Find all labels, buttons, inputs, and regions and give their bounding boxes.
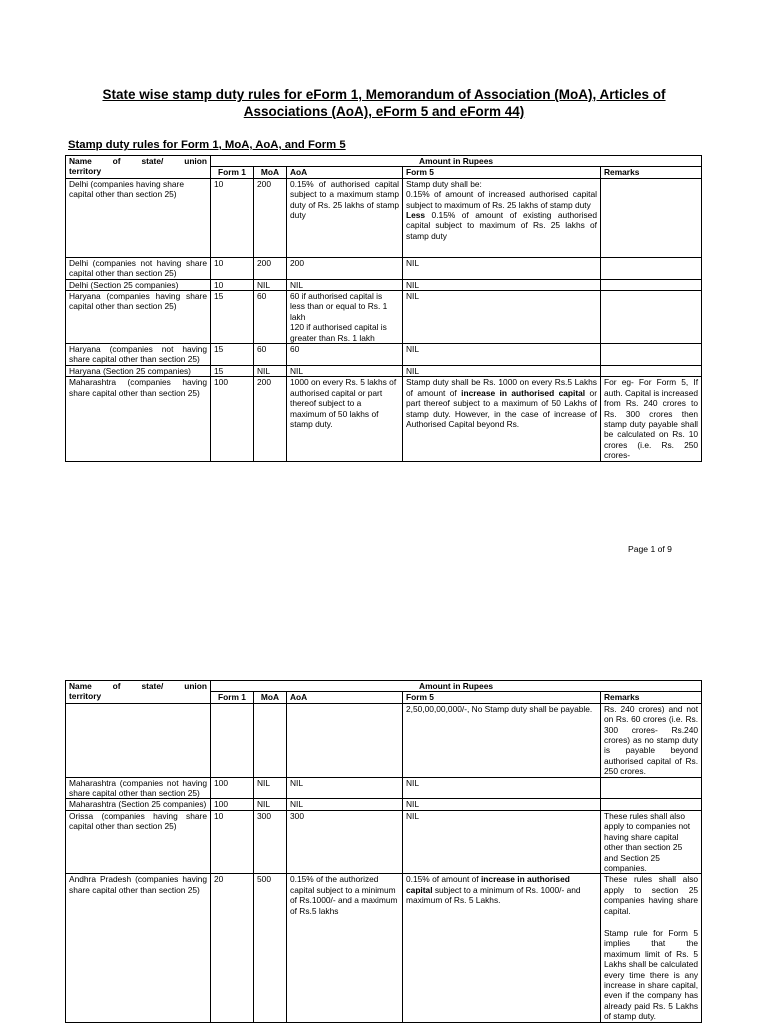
cell-moa: 60 [254,291,287,344]
cell-form5 [403,377,601,461]
cell-form5: NIL [403,777,601,799]
cell-form5: NIL [403,344,601,366]
header-remarks: Remarks [601,167,702,178]
cell-aoa: NIL [287,279,403,290]
cell-state: Delhi (companies not having share capital other than section 25) [66,257,211,279]
header-form1: Form 1 [211,692,254,703]
cell-moa: 200 [254,178,287,257]
cell-state: Haryana (companies having share capital other than section 25) [66,291,211,344]
cell-remarks [601,365,702,376]
table-row [66,279,702,290]
header-amount: Amount in Rupees [211,681,702,692]
cell-form1: 15 [211,344,254,366]
form5-text-end: or part thereof subject to a maximum of 50 Lakhs of stamp duty. However, in the case of increase of Authorised Capital beyond Rs. [406,387,597,429]
form5-less-rest: 0.15% of amount of existing authorised capital subject to maximum of Rs. 25 lakhs of stamp duty [406,210,597,241]
cell-form1 [211,703,254,777]
header-state [66,156,211,179]
cell-form1: 20 [211,874,254,1022]
cell-form5 [403,178,601,257]
cell-form5: NIL [403,810,601,873]
cell-moa: 300 [254,810,287,873]
cell-form1: 100 [211,777,254,799]
table-row [66,703,702,777]
title-line-1: State wise stamp duty rules for eForm 1, Memorandum of Association (MoA), Articles of [102,87,666,102]
form5-text-start: 0.15% of amount of [406,874,481,885]
cell-moa: 60 [254,344,287,366]
cell-remarks [601,799,702,810]
stamp-duty-table-page-1 [65,155,702,462]
cell-state: Haryana (Section 25 companies) [66,365,211,376]
cell-form5: 2,50,00,00,000/-, No Stamp duty shall be payable. [403,703,601,777]
cell-aoa [287,291,403,344]
cell-state: Orissa (companies having share capital other than section 25) [66,810,211,873]
cell-moa: NIL [254,777,287,799]
cell-moa: 200 [254,377,287,461]
table-row [66,291,702,344]
header-form1: Form 1 [211,167,254,178]
cell-moa [254,703,287,777]
cell-form5: NIL [403,799,601,810]
cell-moa: 200 [254,257,287,279]
cell-form1: 10 [211,810,254,873]
cell-state: Haryana (companies not having share capital other than section 25) [66,344,211,366]
cell-aoa: 0.15% of the authorized capital subject to a minimum of Rs.1000/- and a maximum of Rs.5 lakhs [287,874,403,1022]
table-row [66,810,702,873]
cell-form1: 10 [211,178,254,257]
table-row [66,365,702,376]
header-amount: Amount in Rupees [211,156,702,167]
table-row [66,777,702,799]
table-row [66,377,702,461]
cell-form1: 15 [211,291,254,344]
header-state-line-2: territory [69,691,102,702]
page-title [80,86,688,120]
cell-remarks [601,291,702,344]
remarks-spacer [604,916,698,928]
cell-state: Delhi (Section 25 companies) [66,279,211,290]
cell-moa: NIL [254,279,287,290]
cell-moa: NIL [254,365,287,376]
form5-bold-text: increase in authorised capital [461,387,586,398]
remarks-section25-note: These rules shall also apply to section 25 companies having share capital. [604,874,699,916]
table-row [66,799,702,810]
cell-aoa [287,703,403,777]
section-heading: Stamp duty rules for Form 1, MoA, AoA, and Form 5 [68,139,346,151]
header-aoa: AoA [287,692,403,703]
cell-form1: 100 [211,377,254,461]
cell-remarks: These rules shall also apply to companies not having share capital other than section 25 and Section 25 companies. [601,810,702,873]
cell-aoa: 300 [287,810,403,873]
header-form5: Form 5 [403,692,601,703]
form5-less-text [406,210,597,241]
form5-less-label: Less [406,210,426,221]
cell-remarks [601,344,702,366]
header-state-line-1: Name of state/ union [69,156,207,166]
cell-state [66,703,211,777]
cell-aoa: 0.15% of authorised capital subject to a maximum stamp duty of Rs. 25 lakhs of stamp duty [287,178,403,257]
cell-moa: NIL [254,799,287,810]
table-header-row [66,681,702,692]
aoa-rule-low: 60 if authorised capital is less than or equal to Rs. 1 lakh [290,291,388,322]
header-remarks: Remarks [601,692,702,703]
cell-remarks [601,777,702,799]
cell-aoa: NIL [287,777,403,799]
form5-text-end: subject to a minimum of Rs. 1000/- and maximum of Rs. 5 Lakhs. [406,884,581,906]
cell-form1: 15 [211,365,254,376]
table-row [66,257,702,279]
cell-aoa: NIL [287,799,403,810]
stamp-duty-table-page-2 [65,680,702,1023]
cell-remarks: Rs. 240 crores) and not on Rs. 60 crores (i.e. Rs. 300 crores- Rs.240 crores) as no stamp duty is payable beyond authorised capital of Rs. 250 crores. [601,703,702,777]
cell-aoa: 200 [287,257,403,279]
form5-bold-text: increase in authorised capital [406,874,570,895]
cell-form5 [403,874,601,1022]
title-line-2: Associations (AoA), eForm 5 and eForm 44) [243,104,525,119]
aoa-rule-high: 120 if authorised capital is greater than Rs. 1 lakh [290,322,387,343]
header-state-line-2: territory [69,166,102,177]
page-footer: Page 1 of 9 [628,544,672,554]
cell-form1: 100 [211,799,254,810]
remarks-form5-note: Stamp rule for Form 5 implies that the maximum limit of Rs. 5 Lakhs shall be calculated every time there is any increase in share capital, even if the company has already paid Rs. 5 Lakhs of stamp duty. [604,927,699,1022]
cell-aoa: 60 [287,344,403,366]
header-moa: MoA [254,692,287,703]
form5-text-start: Stamp duty shall be Rs. 1000 on every Rs.5 Lakhs of amount of [406,377,597,398]
cell-state: Maharashtra (Section 25 companies) [66,799,211,810]
cell-moa: 500 [254,874,287,1022]
table-header-row [66,156,702,167]
header-form5: Form 5 [403,167,601,178]
cell-form5: NIL [403,365,601,376]
table-row [66,178,702,257]
cell-state: Delhi (companies having share capital other than section 25) [66,178,211,257]
header-aoa: AoA [287,167,403,178]
cell-state: Maharashtra (companies not having share capital other than section 25) [66,777,211,799]
cell-remarks [601,178,702,257]
form5-intro: Stamp duty shall be: [406,178,482,189]
header-moa: MoA [254,167,287,178]
cell-form1: 10 [211,257,254,279]
table-row [66,344,702,366]
cell-state: Maharashtra (companies having share capital other than section 25) [66,377,211,461]
cell-state: Andhra Pradesh (companies having share capital other than section 25) [66,874,211,1022]
cell-remarks [601,257,702,279]
table-row [66,874,702,1022]
cell-form5: NIL [403,279,601,290]
cell-aoa: NIL [287,365,403,376]
cell-aoa: 1000 on every Rs. 5 lakhs of authorised capital or part thereof subject to a maximum of 50 lakhs of stamp duty. [287,377,403,461]
form5-increase-text: 0.15% of amount of increased authorised capital subject to maximum of Rs. 25 lakhs of stamp duty [406,189,597,210]
cell-remarks [601,279,702,290]
cell-form5: NIL [403,291,601,344]
header-state-line-1: Name of state/ union [69,681,207,691]
cell-form5: NIL [403,257,601,279]
header-state [66,681,211,704]
cell-remarks: For eg- For Form 5, If auth. Capital is increased from Rs. 240 crores to Rs. 300 crores then stamp duty payable shall be calculated on Rs. 10 crores (i.e. Rs. 250 crores- [601,377,702,461]
cell-remarks [601,874,702,1022]
cell-form1: 10 [211,279,254,290]
